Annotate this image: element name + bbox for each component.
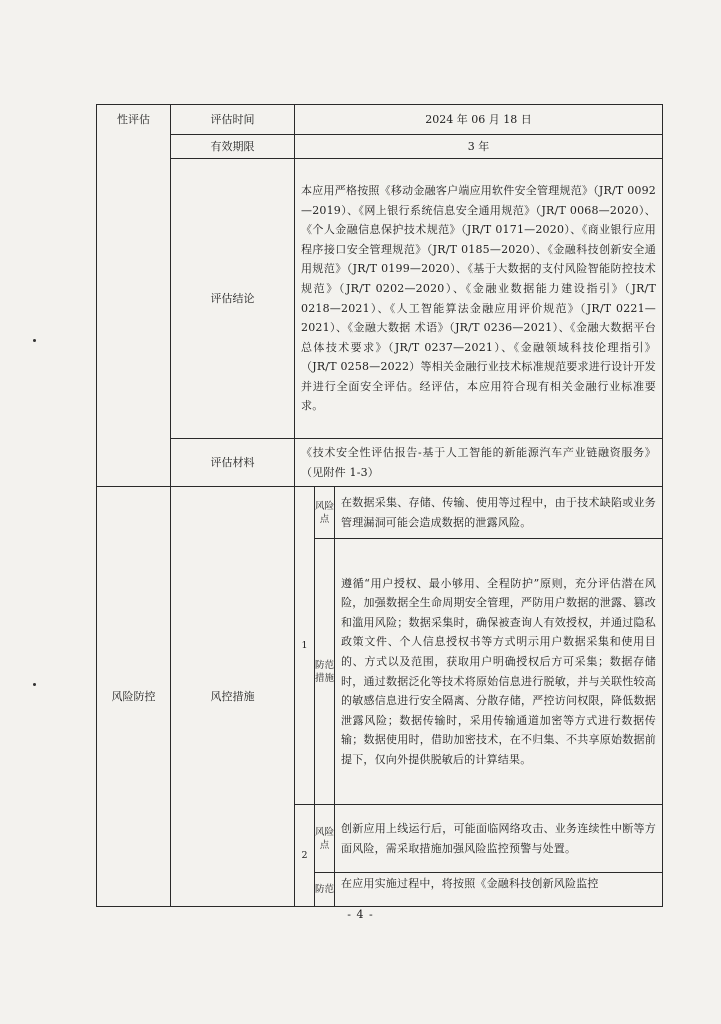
section-label-risk-control: 风险防控 <box>97 487 171 907</box>
evaluation-table <box>96 104 663 907</box>
valid-period-row <box>97 135 663 159</box>
scan-speck <box>33 339 36 342</box>
risk-measures-label: 风控措施 <box>171 487 295 907</box>
measure-label: 防范措施 <box>315 539 335 805</box>
eval-time-value: 2024 年 06 月 18 日 <box>295 105 663 135</box>
eval-time-row <box>97 105 663 135</box>
risk-item-number: 1 <box>295 487 315 805</box>
measure-text: 遵循“用户授权、最小够用、全程防护”原则，充分评估潜在风险，加强数据全生命周期安全管理，严防用户数据的泄露、篡改和滥用风险；数据采集时，确保被查询人有效授权，并通过隐私政策文件、个人信息授权书等方式明示用户数据采集和使用目的、方式以及范围，获取用户明确授权后方可采集；数据存储时，通过数据泛化等技术将原始信息进行脱敏，并与关联性较高的敏感信息进行安全隔离、分散存储，严控访问权限，降低数据泄露风险；数据传输时，采用传输通道加密等方式进行数据传输；数据使用时，借助加密技术，在不归集、不共享原始数据前提下，仅向外提供脱敏后的计算结果。 <box>335 539 663 805</box>
risk-point-label: 风险点 <box>315 805 335 873</box>
conclusion-text: 本应用严格按照《移动金融客户端应用软件安全管理规范》（JR/T 0092—2019）、《网上银行系统信息安全通用规范》（JR/T 0068—2020）、《个人金融信息保护技术规范》（JR/T 0171—2020）、《商业银行应用程序接口安全管理规范》（JR/T 0185—2020）、《金融科技创新安全通用规范》（JR/T 0199—2020）、《基于大数据的支付风险智能防控技术规范》（JR/T 0202—2020）、《金融业数据能力建设指引》（JR/T 0218—2021）、《人工智能算法金融应用评价规范》（JR/T 0221—2021）、《金融大数据 术语》（JR/T 0236—2021）、《金融大数据平台总体技术要求》（JR/T 0237—2021）、《金融领域科技伦理指引》（JR/T 0258—2022）等相关金融行业技术标准规范要求进行设计开发并进行全面安全评估。经评估，本应用符合现有相关金融行业标准要求。 <box>295 159 663 439</box>
risk-point-label: 风险点 <box>315 487 335 539</box>
scan-speck <box>33 683 36 686</box>
page-number: - 4 - <box>347 908 374 921</box>
conclusion-row <box>97 159 663 439</box>
risk-1-row <box>97 487 663 539</box>
measure-text: 在应用实施过程中，将按照《金融科技创新风险监控 <box>335 873 663 907</box>
risk-point-text: 创新应用上线运行后，可能面临网络攻击、业务连续性中断等方面风险，需采取措施加强风险监控预警与处置。 <box>335 805 663 873</box>
measure-label: 防范 <box>315 873 335 907</box>
risk-point-text: 在数据采集、存储、传输、使用等过程中，由于技术缺陷或业务管理漏洞可能会造成数据的泄露风险。 <box>335 487 663 539</box>
section-label-evaluation: 性评估 <box>97 105 171 487</box>
materials-text: 《技术安全性评估报告-基于人工智能的新能源汽车产业链融资服务》（见附件 1-3） <box>295 439 663 487</box>
valid-period-value: 3 年 <box>295 135 663 159</box>
materials-label: 评估材料 <box>171 439 295 487</box>
eval-time-label: 评估时间 <box>171 105 295 135</box>
conclusion-label: 评估结论 <box>171 159 295 439</box>
risk-item-number: 2 <box>295 805 315 907</box>
materials-row <box>97 439 663 487</box>
valid-period-label: 有效期限 <box>171 135 295 159</box>
